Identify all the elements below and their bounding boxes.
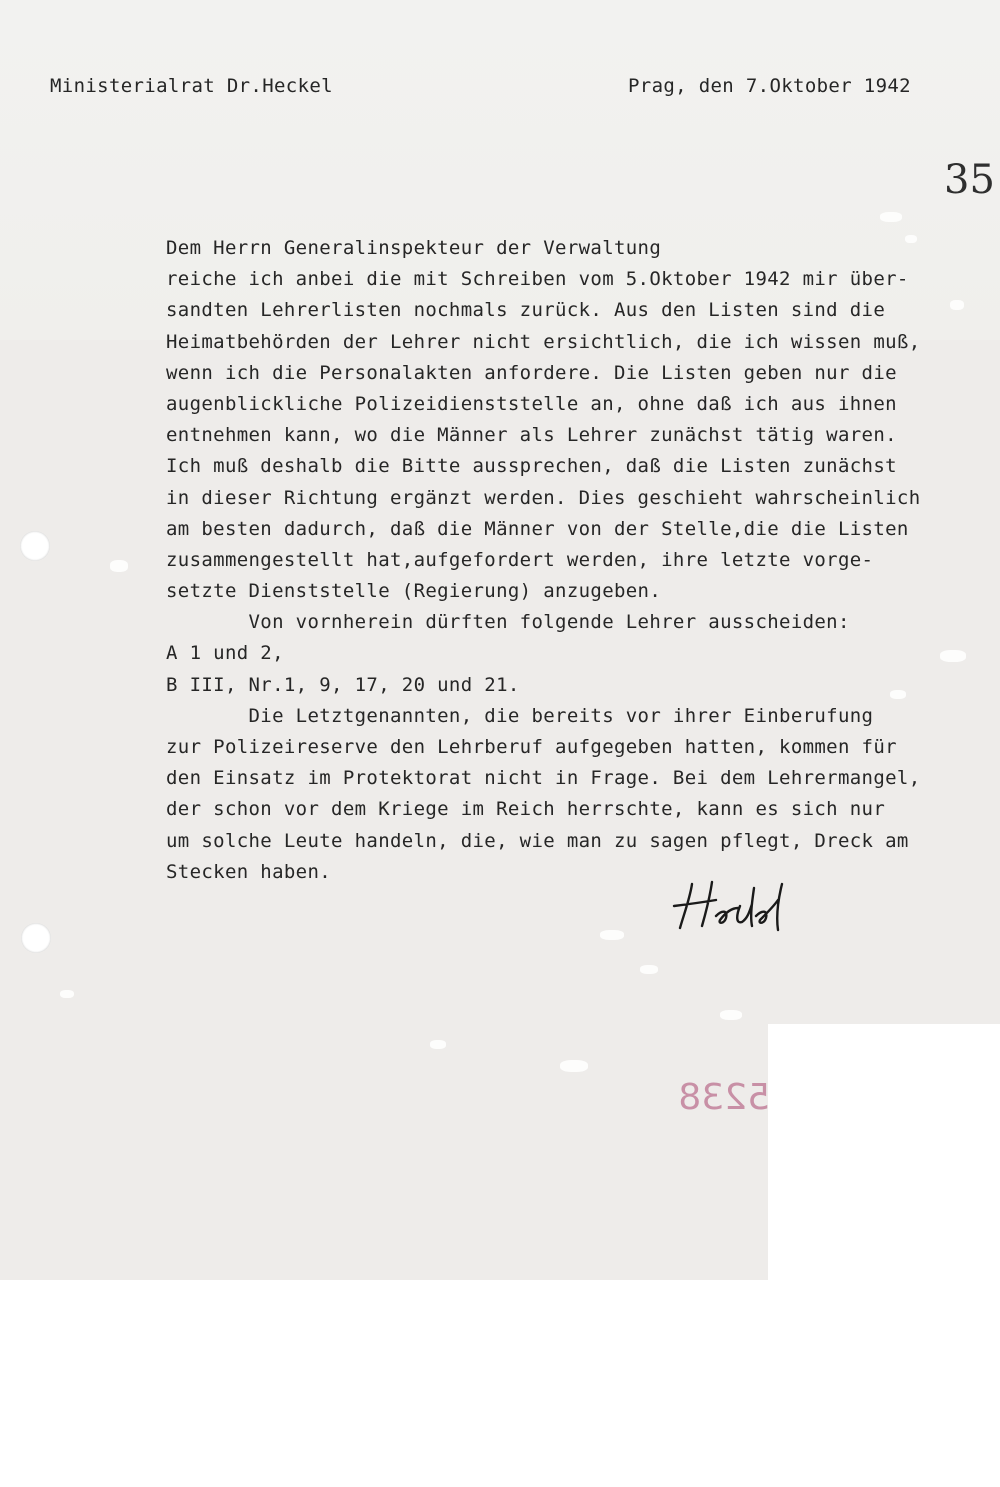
paper-stain bbox=[640, 965, 658, 974]
paper-stain bbox=[600, 930, 624, 940]
paper-stain bbox=[560, 1060, 588, 1072]
body-line: am besten dadurch, daß die Männer von der Stelle,die die Listen bbox=[166, 517, 909, 540]
body-line: den Einsatz im Protektorat nicht in Frage. Bei dem Lehrermangel, bbox=[166, 767, 921, 790]
punch-hole-bottom bbox=[21, 923, 51, 953]
letter-body bbox=[166, 233, 991, 888]
blank-area bbox=[768, 1024, 1000, 1284]
body-line: reiche ich anbei die mit Schreiben vom 5.Oktober 1942 mir über- bbox=[166, 268, 909, 291]
body-line: Ich muß deshalb die Bitte aussprechen, daß die Listen zunächst bbox=[166, 455, 897, 478]
body-line: A 1 und 2, bbox=[166, 642, 284, 665]
body-line: entnehmen kann, wo die Männer als Lehrer zunächst tätig waren. bbox=[166, 424, 897, 447]
body-line: in dieser Richtung ergänzt werden. Dies geschieht wahrscheinlich bbox=[166, 486, 921, 509]
paper-stain bbox=[430, 1040, 446, 1049]
folio-number: 35 bbox=[944, 157, 995, 203]
body-line: zur Polizeireserve den Lehrberuf aufgegeben hatten, kommen für bbox=[166, 736, 897, 758]
body-line: Dem Herrn Generalinspekteur der Verwaltung bbox=[166, 237, 662, 259]
body-line: augenblickliche Polizeidienststelle an, ohne daß ich aus ihnen bbox=[166, 392, 897, 415]
handwritten-signature bbox=[670, 876, 800, 936]
punch-hole-top bbox=[20, 531, 50, 561]
body-line: um solche Leute handeln, die, wie man zu sagen pflegt, Dreck am bbox=[166, 829, 909, 852]
paper-stain bbox=[720, 1010, 742, 1020]
body-line: zusammengestellt hat,aufgefordert werden, ihre letzte vorge- bbox=[166, 548, 874, 571]
body-line: der schon vor dem Kriege im Reich herrschte, kann es sich nur bbox=[166, 798, 886, 821]
paper-stain bbox=[60, 990, 74, 998]
body-line: Stecken haben. bbox=[166, 860, 332, 883]
body-line: Von vornherein dürften folgende Lehrer ausscheiden: bbox=[166, 611, 850, 634]
sender-line: Ministerialrat Dr.Heckel bbox=[50, 75, 333, 97]
body-line: wenn ich die Personalakten anfordere. Die Listen geben nur die bbox=[166, 361, 897, 384]
body-line: Die Letztgenannten, die bereits vor ihrer Einberufung bbox=[166, 704, 874, 727]
archive-stamp: 5238 bbox=[678, 1077, 770, 1118]
body-line: sandten Lehrerlisten nochmals zurück. Aus den Listen sind die bbox=[166, 299, 886, 322]
paper-stain bbox=[110, 560, 128, 572]
body-line: setzte Dienststelle (Regierung) anzugeben. bbox=[166, 580, 662, 603]
paper-stain bbox=[880, 212, 902, 222]
place-date-line: Prag, den 7.Oktober 1942 bbox=[628, 75, 911, 97]
body-line: Heimatbehörden der Lehrer nicht ersichtlich, die ich wissen muß, bbox=[166, 330, 921, 353]
body-line: B III, Nr.1, 9, 17, 20 und 21. bbox=[166, 673, 520, 696]
